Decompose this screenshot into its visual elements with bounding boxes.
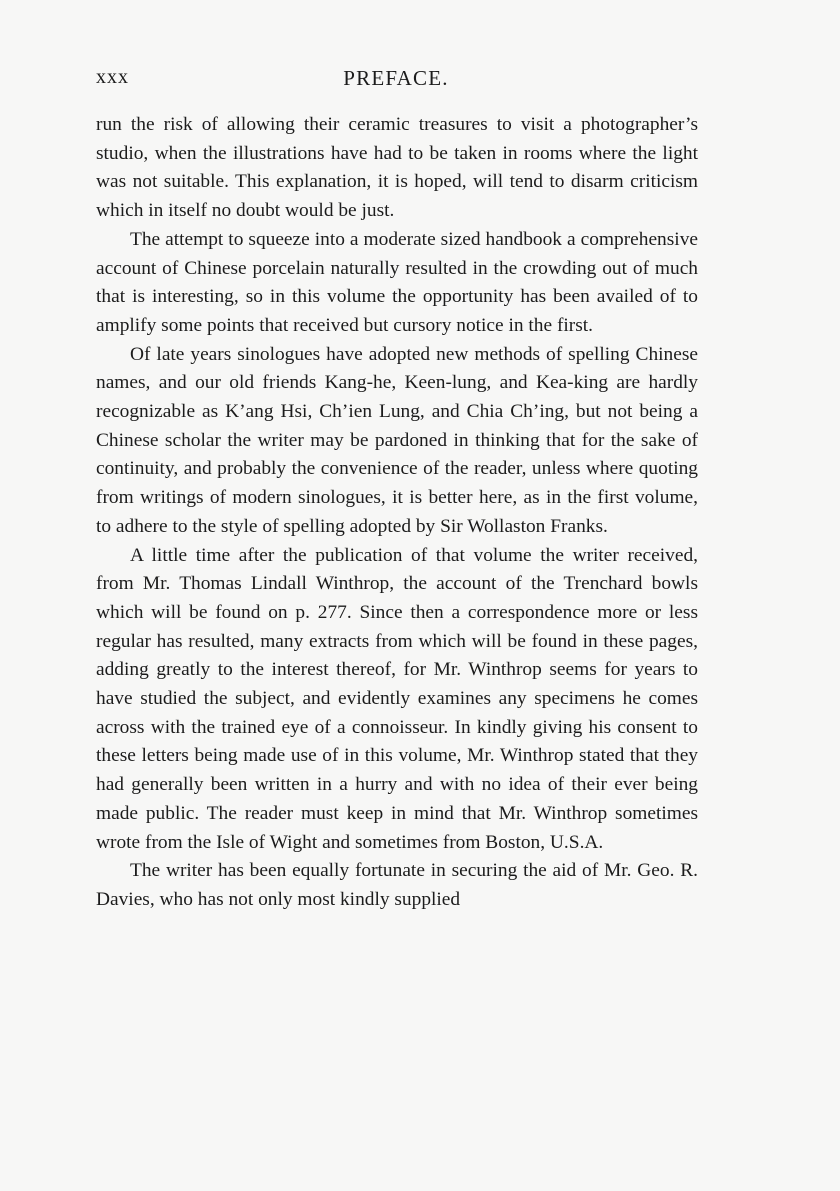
paragraph-winthrop: A little time after the publication of that volume the writer received, from Mr. Thomas Lindall Winthrop, the account of the Trenchard bowls which will be found on p. 277. Since then a correspondence more or less regular has resulted, many extracts from which will be found in these pages, adding greatly to the interest thereof, for Mr. Winthrop seems for years to have studied the subject, and evidently examines any specimens he comes across with the trained eye of a connoisseur. In kindly giving his consent to these letters being made use of in this volume, Mr. Winthrop stated that they had generally been written in a hurry and with no idea of their ever being made public. The reader must keep in mind that Mr. Winthrop sometimes wrote from the Isle of Wight and sometimes from Boston, U.S.A. [96, 544, 698, 853]
page-header [96, 66, 696, 100]
paragraph-handbook: The attempt to squeeze into a moderate sized handbook a comprehensive account of Chinese porcelain naturally resulted in the crowding out of much that is interesting, so in this volume the opportunity has been availed of to amplify some points that received but cursory notice in the first. [96, 228, 698, 336]
running-head: PREFACE. [343, 66, 449, 90]
page-number: xxx [96, 66, 129, 88]
paragraph-spelling: Of late years sinologues have adopted new methods of spelling Chinese names, and our old friends Kang-he, Keen-lung, and Kea-king are hardly recognizable as K’ang Hsi, Ch’ien Lung, and Chia Ch’ing, but not being a Chinese scholar the writer may be pardoned in thinking that for the sake of continuity, and probably the convenience of the reader, unless where quoting from writings of modern sinologues, it is better here, as in the first volume, to adhere to the style of spelling adopted by Sir Wollaston Franks. [96, 343, 698, 537]
paragraph-davies: The writer has been equally fortunate in securing the aid of Mr. Geo. R. Davies, who has not only most kindly supplied [96, 860, 698, 910]
paragraph-continuation: run the risk of allowing their ceramic treasures to visit a photographer’s studio, when the illustrations have had to be taken in rooms where the light was not suitable. This explanation, it is hoped, will tend to disarm criticism which in itself no doubt would be just. [96, 114, 698, 222]
body-text [96, 111, 698, 915]
